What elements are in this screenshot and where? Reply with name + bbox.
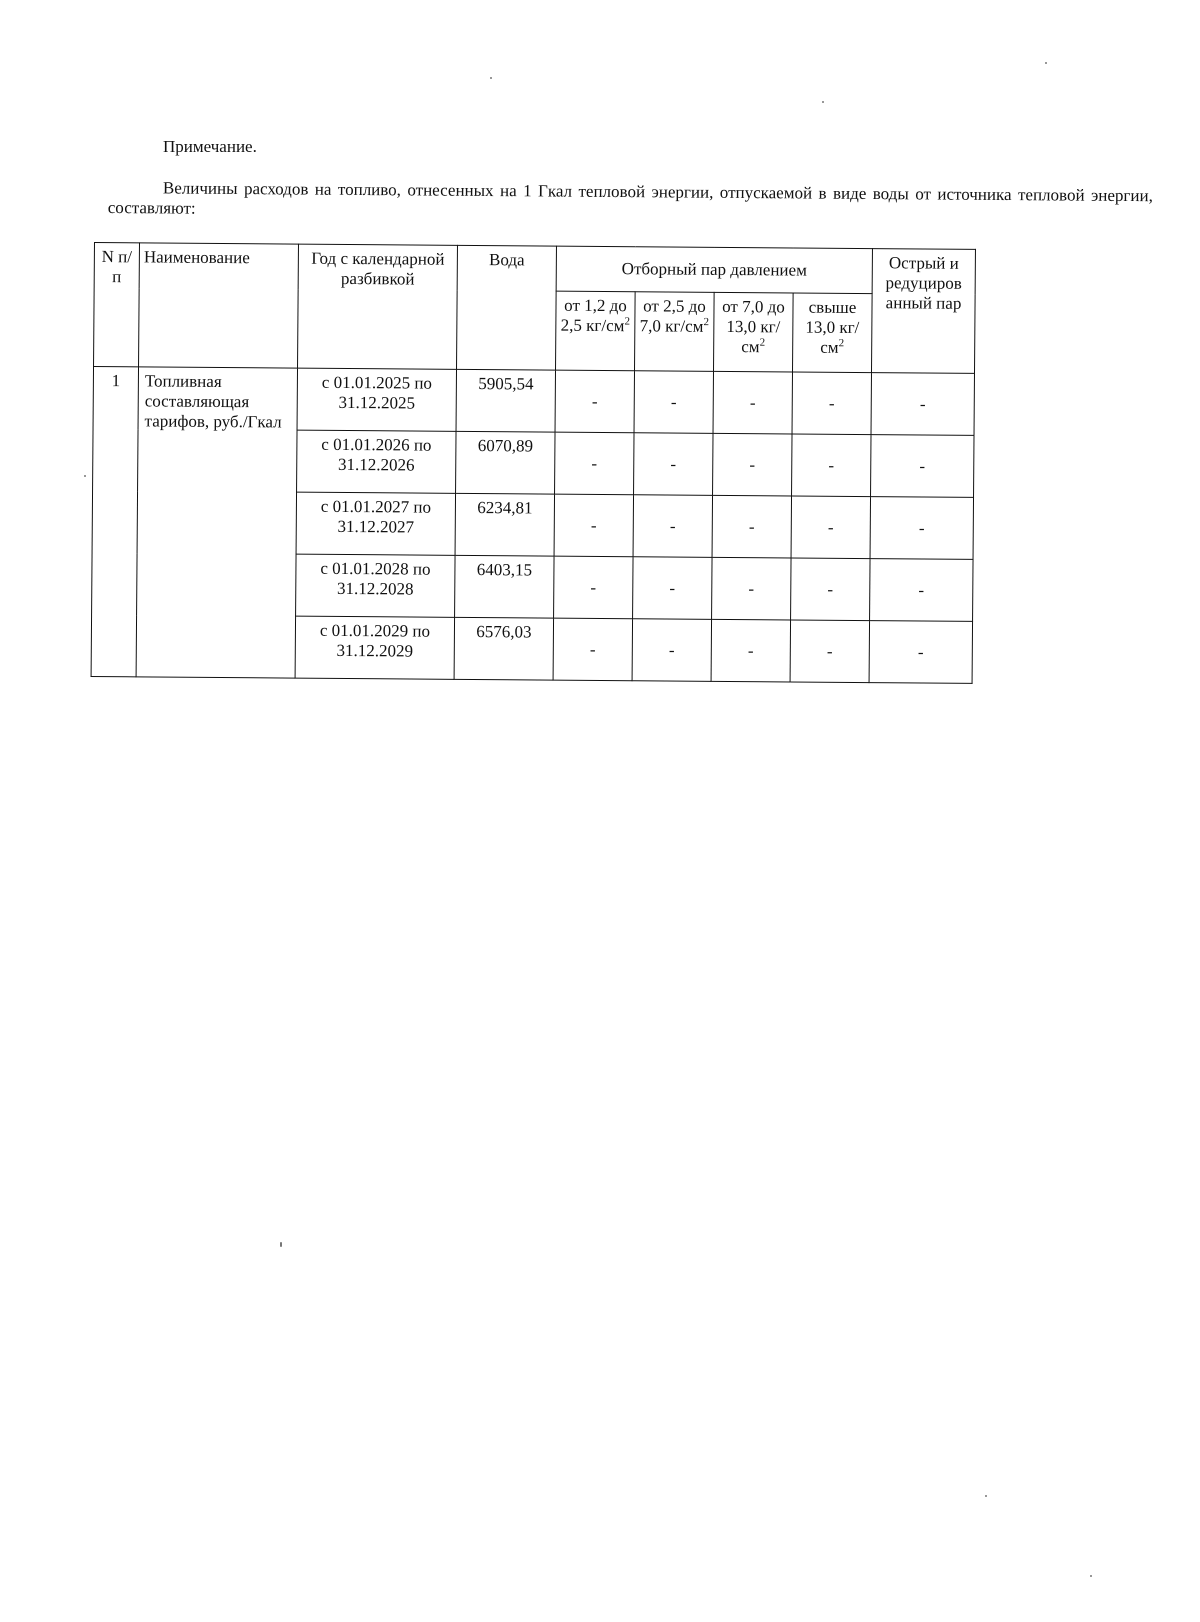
header-name: Наименование <box>139 243 299 368</box>
table-row <box>93 367 974 436</box>
water-cell: 6234,81 <box>455 493 554 556</box>
scan-speck <box>985 1495 987 1497</box>
scan-speck <box>822 101 824 103</box>
scan-speck <box>1045 62 1047 64</box>
sharp-steam-cell: - <box>870 559 973 622</box>
steam-4-cell: - <box>791 558 870 621</box>
water-cell: 6576,03 <box>454 617 553 680</box>
steam-4-cell: - <box>792 372 871 435</box>
steam-3-cell: - <box>712 495 791 558</box>
row-num-cell: 1 <box>91 367 138 677</box>
header-steam-4-sup: 2 <box>838 337 845 350</box>
header-steam-2-text: от 2,5 до 7,0 кг/см <box>639 296 706 336</box>
table-header-row <box>94 243 975 295</box>
note-title: Примечание. <box>163 137 257 156</box>
row-name-cell: Топливная составляющая тарифов, руб./Гкал <box>136 367 297 678</box>
header-steam-1 <box>556 291 636 371</box>
scan-speck <box>1090 1575 1092 1577</box>
steam-2-cell: - <box>632 619 711 682</box>
steam-1-cell: - <box>554 556 633 619</box>
steam-4-cell: - <box>790 620 869 683</box>
period-cell: с 01.01.2026 по 31.12.2026 <box>297 430 456 493</box>
steam-3-cell: - <box>713 433 792 496</box>
scan-speck <box>490 77 492 79</box>
sharp-steam-cell: - <box>870 497 973 560</box>
header-steam-group: Отборный пар давлением <box>556 246 872 293</box>
steam-4-cell: - <box>792 434 871 497</box>
sharp-steam-cell: - <box>871 373 974 436</box>
steam-3-cell: - <box>712 557 791 620</box>
header-steam-3 <box>714 292 794 372</box>
header-water: Вода <box>457 245 557 370</box>
steam-2-cell: - <box>634 371 713 434</box>
header-sharp-steam: Острый и редуциров анный пар <box>871 249 975 374</box>
fuel-table-wrapper <box>91 242 976 684</box>
water-cell: 6403,15 <box>455 555 554 618</box>
water-cell: 6070,89 <box>456 431 555 494</box>
scan-speck <box>84 475 86 477</box>
steam-1-cell: - <box>555 370 634 433</box>
steam-2-cell: - <box>633 495 712 558</box>
period-cell: с 01.01.2028 по 31.12.2028 <box>296 554 455 617</box>
header-steam-2 <box>635 292 715 372</box>
header-num: N п/п <box>94 243 140 367</box>
water-cell: 5905,54 <box>456 369 555 432</box>
period-cell: с 01.01.2027 по 31.12.2027 <box>296 492 455 555</box>
steam-1-cell: - <box>554 494 633 557</box>
period-cell: с 01.01.2025 по 31.12.2025 <box>297 368 456 431</box>
sharp-steam-cell: - <box>871 435 974 498</box>
header-steam-3-text: от 7,0 до 13,0 кг/см <box>722 296 785 357</box>
header-steam-1-text: от 1,2 до 2,5 кг/см <box>560 295 627 336</box>
steam-1-cell: - <box>553 618 632 681</box>
header-steam-1-sup: 2 <box>624 315 631 328</box>
header-steam-3-sup: 2 <box>759 336 766 349</box>
steam-3-cell: - <box>711 619 790 682</box>
sharp-steam-cell: - <box>869 621 972 684</box>
steam-2-cell: - <box>634 433 713 496</box>
steam-2-cell: - <box>633 557 712 620</box>
steam-3-cell: - <box>713 371 792 434</box>
header-steam-4 <box>793 293 873 373</box>
steam-4-cell: - <box>791 496 870 559</box>
fuel-cost-table <box>91 242 976 684</box>
period-cell: с 01.01.2029 по 31.12.2029 <box>295 616 454 679</box>
scan-speck <box>280 1242 282 1247</box>
intro-paragraph: Величины расходов на топливо, отнесенных на 1 Гкал тепловой энергии, отпускаемой в виде воды от источника тепловой энергии, составляют: <box>107 178 1153 218</box>
header-steam-4-text: свыше 13,0 кг/см <box>805 297 860 357</box>
header-steam-2-sup: 2 <box>703 316 710 329</box>
steam-1-cell: - <box>555 432 634 495</box>
header-period: Год с календарной разбивкой <box>298 244 458 369</box>
